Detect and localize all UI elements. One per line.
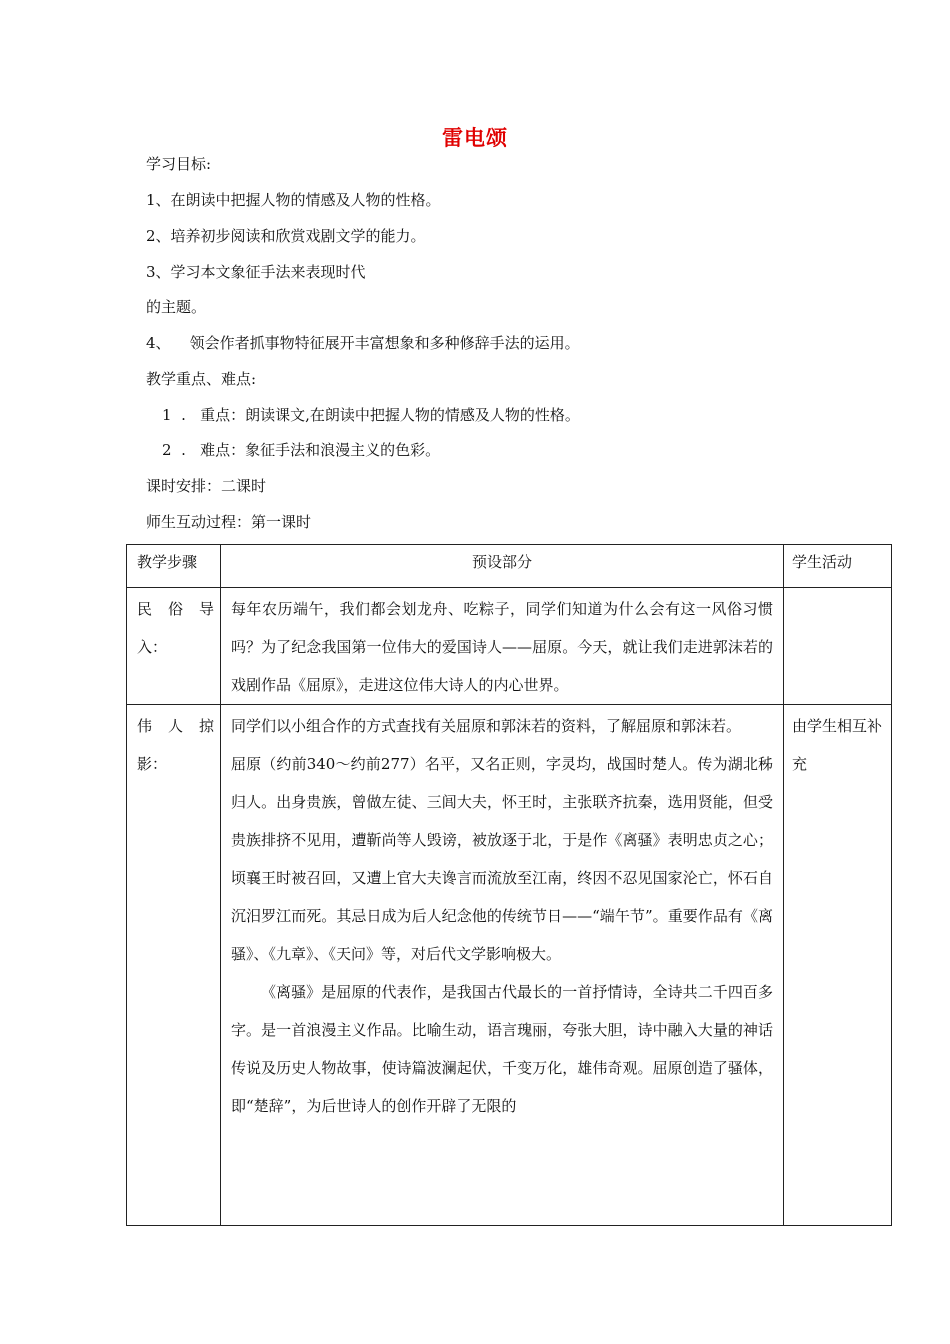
lesson-table xyxy=(126,544,892,1226)
objectives-heading: 学习目标: xyxy=(146,155,212,173)
objective-3-continued: 的主题。 xyxy=(146,298,207,316)
table-row xyxy=(127,588,892,705)
content-paragraph: 同学们以小组合作的方式查找有关屈原和郭沫若的资料，了解屈原和郭沫若。 xyxy=(231,717,742,735)
header-step: 教学步骤 xyxy=(127,545,221,588)
objective-3: 3、学习本文象征手法来表现时代 xyxy=(146,263,366,281)
process: 师生互动过程：第一课时 xyxy=(146,513,312,531)
content-cell xyxy=(221,588,784,705)
key-point-1: 1 . 重点：朗读课文,在朗读中把握人物的情感及人物的性格。 xyxy=(162,406,580,424)
objective-4: 4、 领会作者抓事物特征展开丰富想象和多种修辞手法的运用。 xyxy=(146,334,580,352)
document-title: 雷电颂 xyxy=(442,125,508,150)
step-cell: 伟 人 掠 影： xyxy=(127,705,221,1226)
schedule: 课时安排：二课时 xyxy=(146,477,267,495)
step-cell: 民 俗 导 入： xyxy=(127,588,221,705)
content-paragraph: 《离骚》是屈原的代表作，是我国古代最长的一首抒情诗，全诗共二千四百多字。是一首浪漫主义作品。比喻生动，语言瑰丽，夸张大胆，诗中融入大量的神话传说及历史人物故事，使诗篇波澜起伏，千变万化，雄伟奇观。屈原创造了骚体，即“楚辞”，为后世诗人的创作开辟了无限的 xyxy=(231,983,773,1115)
header-plan: 预设部分 xyxy=(221,545,784,588)
table-header-row xyxy=(127,545,892,588)
key-points-heading: 教学重点、难点: xyxy=(146,370,257,388)
activity-cell xyxy=(784,588,892,705)
objective-2: 2、培养初步阅读和欣赏戏剧文学的能力。 xyxy=(146,227,426,245)
header-activity: 学生活动 xyxy=(784,545,892,588)
table-row xyxy=(127,705,892,1226)
content-paragraph: 每年农历端午，我们都会划龙舟、吃粽子，同学们知道为什么会有这一风俗习惯吗？为了纪念我国第一位伟大的爱国诗人——屈原。今天，就让我们走进郭沫若的戏剧作品《屈原》，走进这位伟大诗人的内心世界。 xyxy=(231,600,773,694)
objective-1: 1、在朗读中把握人物的情感及人物的性格。 xyxy=(146,191,441,209)
activity-cell: 由学生相互补充 xyxy=(784,705,892,1226)
content-cell xyxy=(221,705,784,1226)
content-paragraph: 屈原（约前340～约前277）名平，又名正则，字灵均，战国时楚人。传为湖北秭归人。出身贵族，曾做左徒、三闾大夫，怀王时，主张联齐抗秦，选用贤能，但受贵族排挤不见用，遭靳尚等人毁谤，被放逐于北，于是作《离骚》表明忠贞之心；顷襄王时被召回，又遭上官大夫谗言而流放至江南，终因不忍见国家沦亡，怀石自沉汨罗江而死。其忌日成为后人纪念他的传统节日——“端午节”。重要作品有《离骚》、《九章》、《天问》等，对后代文学影响极大。 xyxy=(231,755,773,963)
key-point-2: 2 . 难点：象征手法和浪漫主义的色彩。 xyxy=(162,441,441,459)
